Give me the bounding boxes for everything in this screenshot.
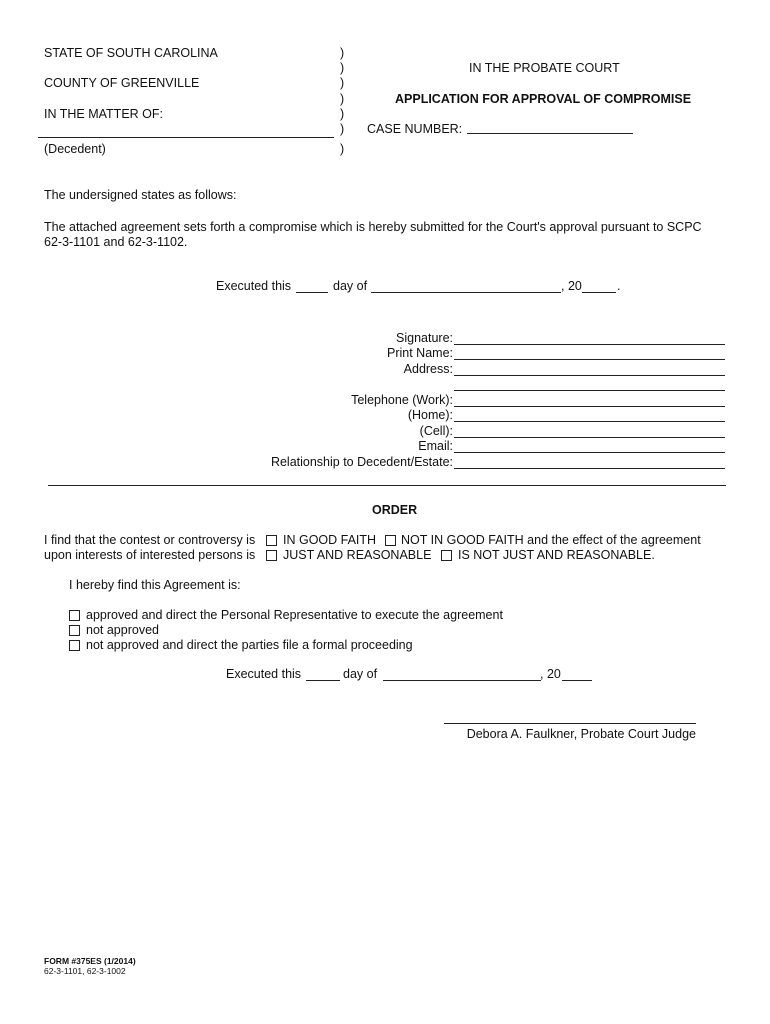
executed-month-field[interactable] xyxy=(371,292,561,293)
executed2-year-field[interactable] xyxy=(562,680,592,681)
document-title: APPLICATION FOR APPROVAL OF COMPROMISE xyxy=(395,92,692,106)
not-approved-checkbox[interactable] xyxy=(69,625,80,636)
matter-name-field[interactable] xyxy=(38,137,334,138)
just-reasonable-label: JUST AND REASONABLE xyxy=(283,548,432,562)
executed2-day-field[interactable] xyxy=(306,680,340,681)
tel-home-field[interactable] xyxy=(454,421,725,422)
executed-day-field[interactable] xyxy=(296,292,328,293)
section-divider xyxy=(48,485,726,486)
day-of-label: day of xyxy=(333,279,368,293)
year-prefix2-label: , 20 xyxy=(540,667,561,681)
order-heading: ORDER xyxy=(372,503,418,517)
approved-checkbox[interactable] xyxy=(69,610,80,621)
signature-label: Signature: xyxy=(396,331,453,345)
tel-cell-field[interactable] xyxy=(454,437,725,438)
judge-signature-line[interactable] xyxy=(444,723,696,724)
form-number: FORM #375ES (1/2014) xyxy=(44,956,136,966)
court-label: IN THE PROBATE COURT xyxy=(469,61,620,75)
not-just-checkbox[interactable] xyxy=(441,550,452,561)
signature-field[interactable] xyxy=(454,344,725,345)
just-reasonable-checkbox[interactable] xyxy=(266,550,277,561)
tel-work-field[interactable] xyxy=(454,406,725,407)
address-label: Address: xyxy=(403,362,453,376)
address-field-1[interactable] xyxy=(454,375,725,376)
case-number-field[interactable] xyxy=(467,133,633,134)
judge-name: Debora A. Faulkner, Probate Court Judge xyxy=(466,727,696,741)
tel-cell-label: (Cell): xyxy=(419,424,453,438)
period: . xyxy=(617,279,621,293)
year-prefix-label: , 20 xyxy=(561,279,582,293)
agreement-text-1: The attached agreement sets forth a compromise which is hereby submitted for the Court's approval pursuant to SCPC xyxy=(44,220,702,234)
relationship-field[interactable] xyxy=(454,468,725,469)
not-just-label: IS NOT JUST AND REASONABLE. xyxy=(458,548,655,562)
paren-7: ) xyxy=(340,142,345,156)
case-number-label: CASE NUMBER: xyxy=(367,122,463,136)
not-good-faith-label: NOT IN GOOD FAITH and the effect of the agreement xyxy=(401,533,701,547)
relationship-label: Relationship to Decedent/Estate: xyxy=(270,455,453,469)
paren-3: ) xyxy=(340,76,345,90)
formal-proceeding-checkbox[interactable] xyxy=(69,640,80,651)
agreement-text-2: 62-3-1101 and 62-3-1102. xyxy=(44,235,188,249)
decedent-label: (Decedent) xyxy=(44,142,106,156)
not-good-faith-checkbox[interactable] xyxy=(385,535,396,546)
executed2-label: Executed this xyxy=(226,667,302,681)
print-name-label: Print Name: xyxy=(387,346,453,360)
address-field-2[interactable] xyxy=(454,390,725,391)
approved-label: approved and direct the Personal Representative to execute the agreement xyxy=(86,608,503,622)
good-faith-label: IN GOOD FAITH xyxy=(283,533,377,547)
paren-6: ) xyxy=(340,122,345,136)
find-contest-text: I find that the contest or controversy is xyxy=(44,533,256,547)
good-faith-checkbox[interactable] xyxy=(266,535,277,546)
paren-2: ) xyxy=(340,61,345,75)
paren-5: ) xyxy=(340,107,345,121)
paren-1: ) xyxy=(340,46,345,60)
upon-interests-text: upon interests of interested persons is xyxy=(44,548,256,562)
not-approved-label: not approved xyxy=(86,623,159,637)
intro-text: The undersigned states as follows: xyxy=(44,188,237,202)
email-label: Email: xyxy=(418,439,453,453)
statute-codes: 62-3-1101, 62-3-1002 xyxy=(44,966,126,976)
day-of2-label: day of xyxy=(343,667,378,681)
tel-work-label: Telephone (Work): xyxy=(351,393,453,407)
print-name-field[interactable] xyxy=(454,359,725,360)
email-field[interactable] xyxy=(454,452,725,453)
executed-label: Executed this xyxy=(216,279,292,293)
paren-4: ) xyxy=(340,92,345,106)
county-label: COUNTY OF GREENVILLE xyxy=(44,76,200,90)
matter-label: IN THE MATTER OF: xyxy=(44,107,163,121)
tel-home-label: (Home): xyxy=(407,408,453,422)
executed2-month-field[interactable] xyxy=(383,680,541,681)
hereby-find-text: I hereby find this Agreement is: xyxy=(69,578,241,592)
state-label: STATE OF SOUTH CAROLINA xyxy=(44,46,218,60)
executed-year-field[interactable] xyxy=(582,292,616,293)
formal-proceeding-label: not approved and direct the parties file a formal proceeding xyxy=(86,638,413,652)
